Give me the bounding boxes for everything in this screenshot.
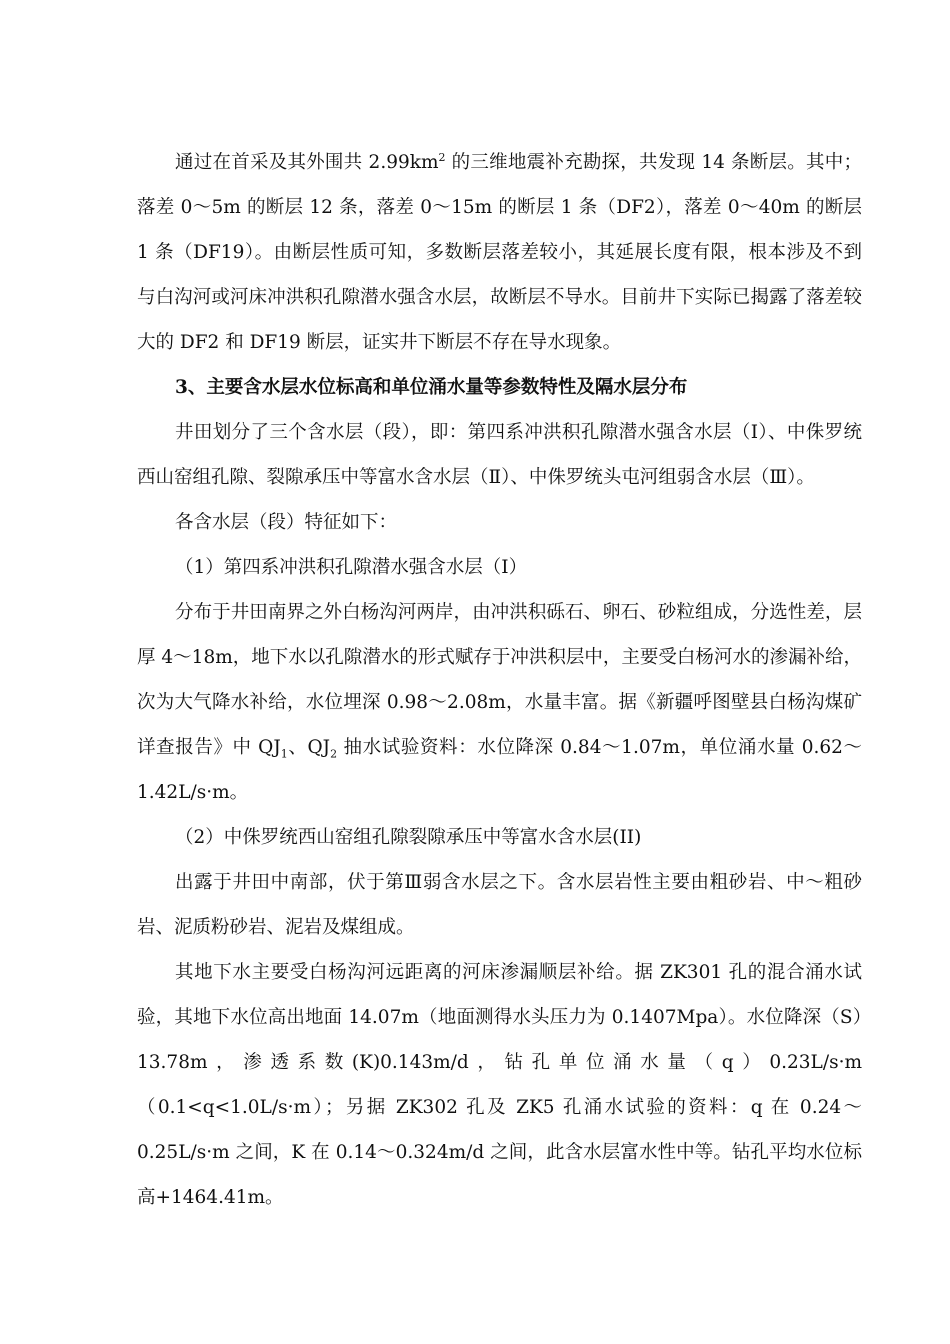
text-run: 井田划分了三个含水层（段），即：第四系冲洪积孔隙潜水强含水层（Ⅰ）、中侏罗统西山窑组孔隙、裂隙承压中等富水含水层（Ⅱ）、中侏罗统头屯河组弱含水层（Ⅲ）。: [137, 422, 862, 488]
text-run: （2）中侏罗统西山窑组孔隙裂隙承压中等富水含水层(II): [175, 827, 642, 848]
paragraph: [137, 590, 862, 815]
subscript: 1: [280, 747, 288, 761]
text-run: 的三维地震补充勘探，共发现 14 条断层。其中；落差 0～5m 的断层 12 条，落差 0～15m 的断层 1 条（DF2），落差 0～40m 的断层 1 条（DF19）。由断层性质可知，多数断层落差较小，其延展长度有限，根本涉及不到与白沟河或河床冲洪积孔隙潜水强含水层，故断层不导水。目前井下实际已揭露了落差较大的 DF2 和 DF19 断层，证实井下断层不存在导水现象。: [137, 152, 863, 353]
text-run: 其地下水主要受白杨沟河远距离的河床渗漏顺层补给。据 ZK301 孔的混合涌水试验，其地下水位高出地面 14.07m（地面测得水头压力为 0.1407Mpa）。水位降深（S）13.78m，渗透系数(K)0.143m/d，钻孔单位涌水量（q）0.23L/s·m（0.1<q<1.0L/s·m）；另据 ZK302 孔及 ZK5 孔涌水试验的资料：q 在 0.24～0.25L/s·m 之间，K 在 0.14～0.324m/d 之间，此含水层富水性中等。钻孔平均水位标高+1464.41m。: [137, 962, 862, 1208]
text-run: 、QJ: [287, 737, 331, 758]
text-run: 各含水层（段）特征如下：: [175, 512, 398, 533]
section-heading: [137, 365, 862, 410]
paragraph: [137, 500, 862, 545]
text-run: 抽水试验资料：水位降深 0.84～1.07m，单位涌水量 0.62～1.42L/s·m。: [137, 737, 862, 803]
paragraph: [137, 860, 862, 950]
superscript: 2: [438, 150, 446, 164]
text-run: 3、主要含水层水位标高和单位涌水量等参数特性及隔水层分布: [175, 377, 688, 398]
subscript: 2: [330, 747, 338, 761]
text-run: （1）第四系冲洪积孔隙潜水强含水层（Ⅰ）: [175, 557, 528, 578]
paragraph: [137, 815, 862, 860]
text-run: 出露于井田中南部，伏于第Ⅲ弱含水层之下。含水层岩性主要由粗砂岩、中～粗砂岩、泥质粉砂岩、泥岩及煤组成。: [137, 872, 862, 938]
text-run: 通过在首采及其外围共 2.99km: [175, 152, 439, 173]
paragraph: [137, 410, 862, 500]
document-body: [137, 140, 862, 1220]
text-run: 分布于井田南界之外白杨沟河两岸，由冲洪积砾石、卵石、砂粒组成，分选性差，层厚 4～18m，地下水以孔隙潜水的形式赋存于冲洪积层中，主要受白杨河水的渗漏补给，次为大气降水补给，水位埋深 0.98～2.08m，水量丰富。据《新疆呼图壁县白杨沟煤矿详查报告》中 QJ: [137, 602, 862, 758]
paragraph: [137, 140, 862, 365]
paragraph: [137, 950, 862, 1220]
paragraph: [137, 545, 862, 590]
